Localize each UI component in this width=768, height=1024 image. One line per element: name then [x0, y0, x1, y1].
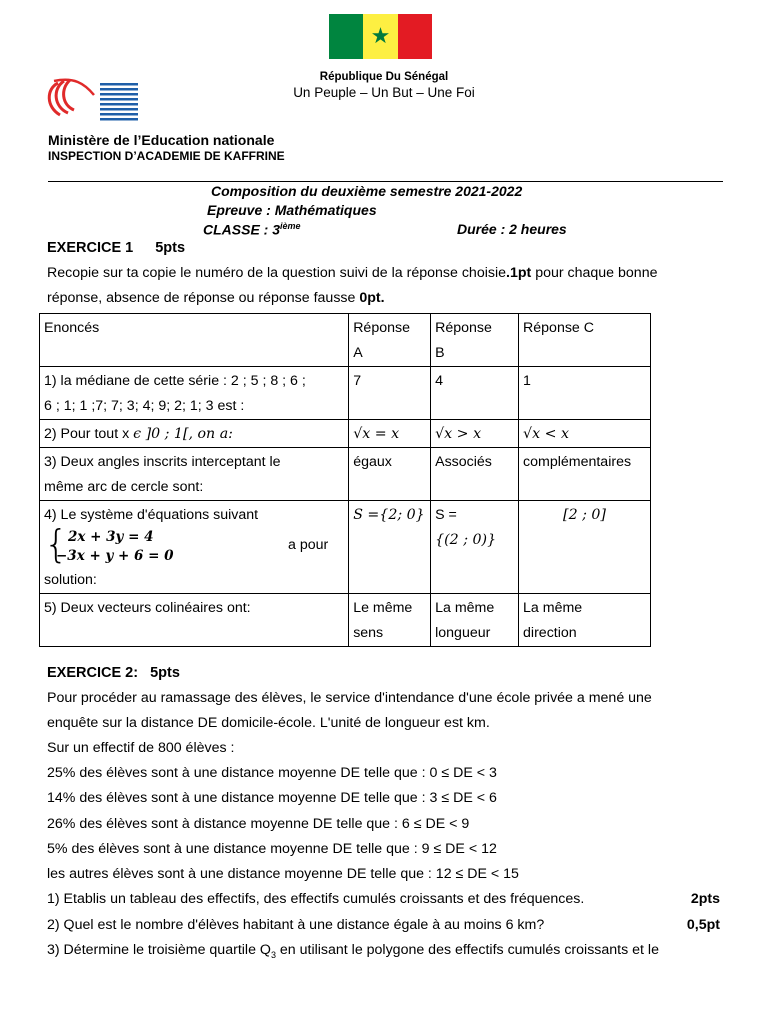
answer-cell: [2 ; 0] — [519, 501, 651, 594]
header-text: B — [435, 345, 445, 361]
answer-cell: √x = x — [349, 420, 431, 448]
answer-cell: 7 — [349, 367, 431, 420]
question-text: 4) Le système d'équations suivant — [44, 507, 259, 523]
equation-system — [44, 522, 344, 568]
table-row — [40, 420, 651, 448]
ex2-line-7: 5% des élèves sont à une distance moyenne DE telle que : 9 ≤ DE < 12 — [47, 841, 497, 857]
ex2-question-2: 2) Quel est le nombre d'élèves habitant à une distance égale à au moins 6 km? — [47, 917, 545, 933]
ex1-instr2-a: réponse, absence de réponse ou réponse fausse — [47, 290, 360, 306]
ex2-line-1: Pour procéder au ramassage des élèves, le service d'intendance d'une école privée a mené une — [47, 690, 652, 706]
ex1-instr2-b: 0pt. — [359, 290, 385, 306]
question-text: solution: — [44, 572, 97, 588]
national-motto: Un Peuple – Un But – Une Foi — [293, 85, 475, 100]
exam-class-sup: ième — [280, 221, 301, 231]
exercise-2-title — [47, 665, 180, 681]
question-text: 2) Pour tout x — [44, 426, 134, 442]
left-brace: { — [44, 522, 69, 566]
answer-text: La même — [523, 600, 583, 616]
equation-1: 2x + 3y = 4 — [68, 529, 154, 545]
header-text: A — [353, 345, 363, 361]
answer-text: {(2 ; 0)} — [435, 532, 497, 548]
question-cell — [40, 501, 349, 594]
ex2-q3-text-b: en utilisant le polygone des effectifs cumulés croissants et le — [275, 942, 659, 958]
answer-cell: Associés — [431, 448, 519, 501]
ex2-title-label: EXERCICE 2: — [47, 665, 139, 681]
question-text: 1) la médiane de cette série : 2 ; 5 ; 8 ; 6 ; — [44, 373, 306, 389]
answer-cell: √x > x — [431, 420, 519, 448]
equation-2: −3x + y + 6 = 0 — [56, 548, 174, 564]
ex2-points: 5pts — [150, 665, 180, 681]
qcm-table — [39, 313, 651, 647]
answer-cell — [349, 594, 431, 647]
ex2-q3-text-a: 3) Détermine le troisième quartile Q — [47, 942, 271, 958]
header-divider — [48, 181, 723, 182]
answer-text: longueur — [435, 625, 491, 641]
answer-cell: √x < x — [519, 420, 651, 448]
header-cell — [431, 314, 519, 367]
answer-text: direction — [523, 625, 577, 641]
header-text: Réponse — [353, 320, 410, 336]
header-cell — [349, 314, 431, 367]
exercise-1-title — [47, 240, 185, 256]
table-row — [40, 314, 651, 367]
ex2-line-3: Sur un effectif de 800 élèves : — [47, 740, 235, 756]
answer-text: Le même — [353, 600, 413, 616]
question-text: même arc de cercle sont: — [44, 479, 204, 495]
exam-subject: Epreuve : Mathématiques — [207, 202, 377, 218]
exam-duration: Durée : 2 heures — [457, 221, 567, 237]
ex1-instruction-line-1 — [47, 265, 657, 281]
table-row — [40, 501, 651, 594]
table-row — [40, 367, 651, 420]
ex2-line-8: les autres élèves sont à une distance moyenne DE telle que : 12 ≤ DE < 15 — [47, 866, 519, 882]
question-cell — [40, 367, 349, 420]
republic-name: République Du Sénégal — [319, 71, 449, 83]
ministry-name: Ministère de l’Education nationale — [48, 132, 275, 148]
inspection-name: INSPECTION D’ACADEMIE DE KAFFRINE — [48, 149, 285, 163]
ex1-instruction-line-2 — [47, 290, 385, 306]
ex1-instr-b: .1pt — [506, 265, 532, 281]
ex2-line-4: 25% des élèves sont à une distance moyenne DE telle que : 0 ≤ DE < 3 — [47, 765, 497, 781]
exam-class — [203, 221, 301, 238]
ex2-question-2-points: 0,5pt — [686, 917, 720, 933]
ex2-question-1: 1) Etablis un tableau des effectifs, des effectifs cumulés croissants et des fréquences. — [47, 891, 585, 907]
ex1-points: 5pts — [155, 240, 186, 256]
table-row — [40, 594, 651, 647]
answer-text: sens — [353, 625, 384, 641]
ex1-title-label: EXERCICE 1 — [47, 240, 134, 256]
ex2-q3-sub: 3 — [270, 949, 276, 960]
question-text: 6 ; 1; 1 ;7; 7; 3; 4; 9; 2; 1; 3 est : — [44, 398, 245, 414]
ex1-instr-a: Recopie sur ta copie le numéro de la question suivi de la réponse choisie — [47, 265, 507, 281]
ex2-question-3 — [47, 942, 659, 963]
exam-class-label: CLASSE : 3 — [203, 221, 281, 238]
exam-title: Composition du deuxième semestre 2021-2022 — [211, 183, 523, 199]
answer-cell: égaux — [349, 448, 431, 501]
question-text: 3) Deux angles inscrits interceptant le — [44, 454, 281, 470]
senegal-flag-icon: ★ — [329, 14, 432, 59]
answer-cell — [431, 501, 519, 594]
question-cell — [40, 448, 349, 501]
header-text: Réponse — [435, 320, 492, 336]
question-cell — [40, 420, 349, 448]
header-cell: Enoncés — [40, 314, 349, 367]
answer-cell: 1 — [519, 367, 651, 420]
ex2-question-1-points: 2pts — [690, 891, 720, 907]
answer-text: S = — [435, 507, 457, 523]
header-cell: Réponse C — [519, 314, 651, 367]
ex1-instr-c: pour chaque bonne — [531, 265, 658, 281]
answer-cell: 4 — [431, 367, 519, 420]
ex2-line-5: 14% des élèves sont à une distance moyenne DE telle que : 3 ≤ DE < 6 — [47, 790, 497, 806]
question-cell: 5) Deux vecteurs colinéaires ont: — [40, 594, 349, 647]
question-math: ϵ ]0 ; 1[, on a: — [133, 426, 233, 442]
answer-text: La même — [435, 600, 495, 616]
ex2-line-6: 26% des élèves sont à distance moyenne DE telle que : 6 ≤ DE < 9 — [47, 816, 470, 832]
ex2-line-2: enquête sur la distance DE domicile-école. L'unité de longueur est km. — [47, 715, 490, 731]
answer-cell — [519, 594, 651, 647]
answer-cell — [431, 594, 519, 647]
question-text: a pour — [288, 537, 329, 553]
answer-cell: complémentaires — [519, 448, 651, 501]
answer-cell: S ={2; 0} — [349, 501, 431, 594]
table-row — [40, 448, 651, 501]
